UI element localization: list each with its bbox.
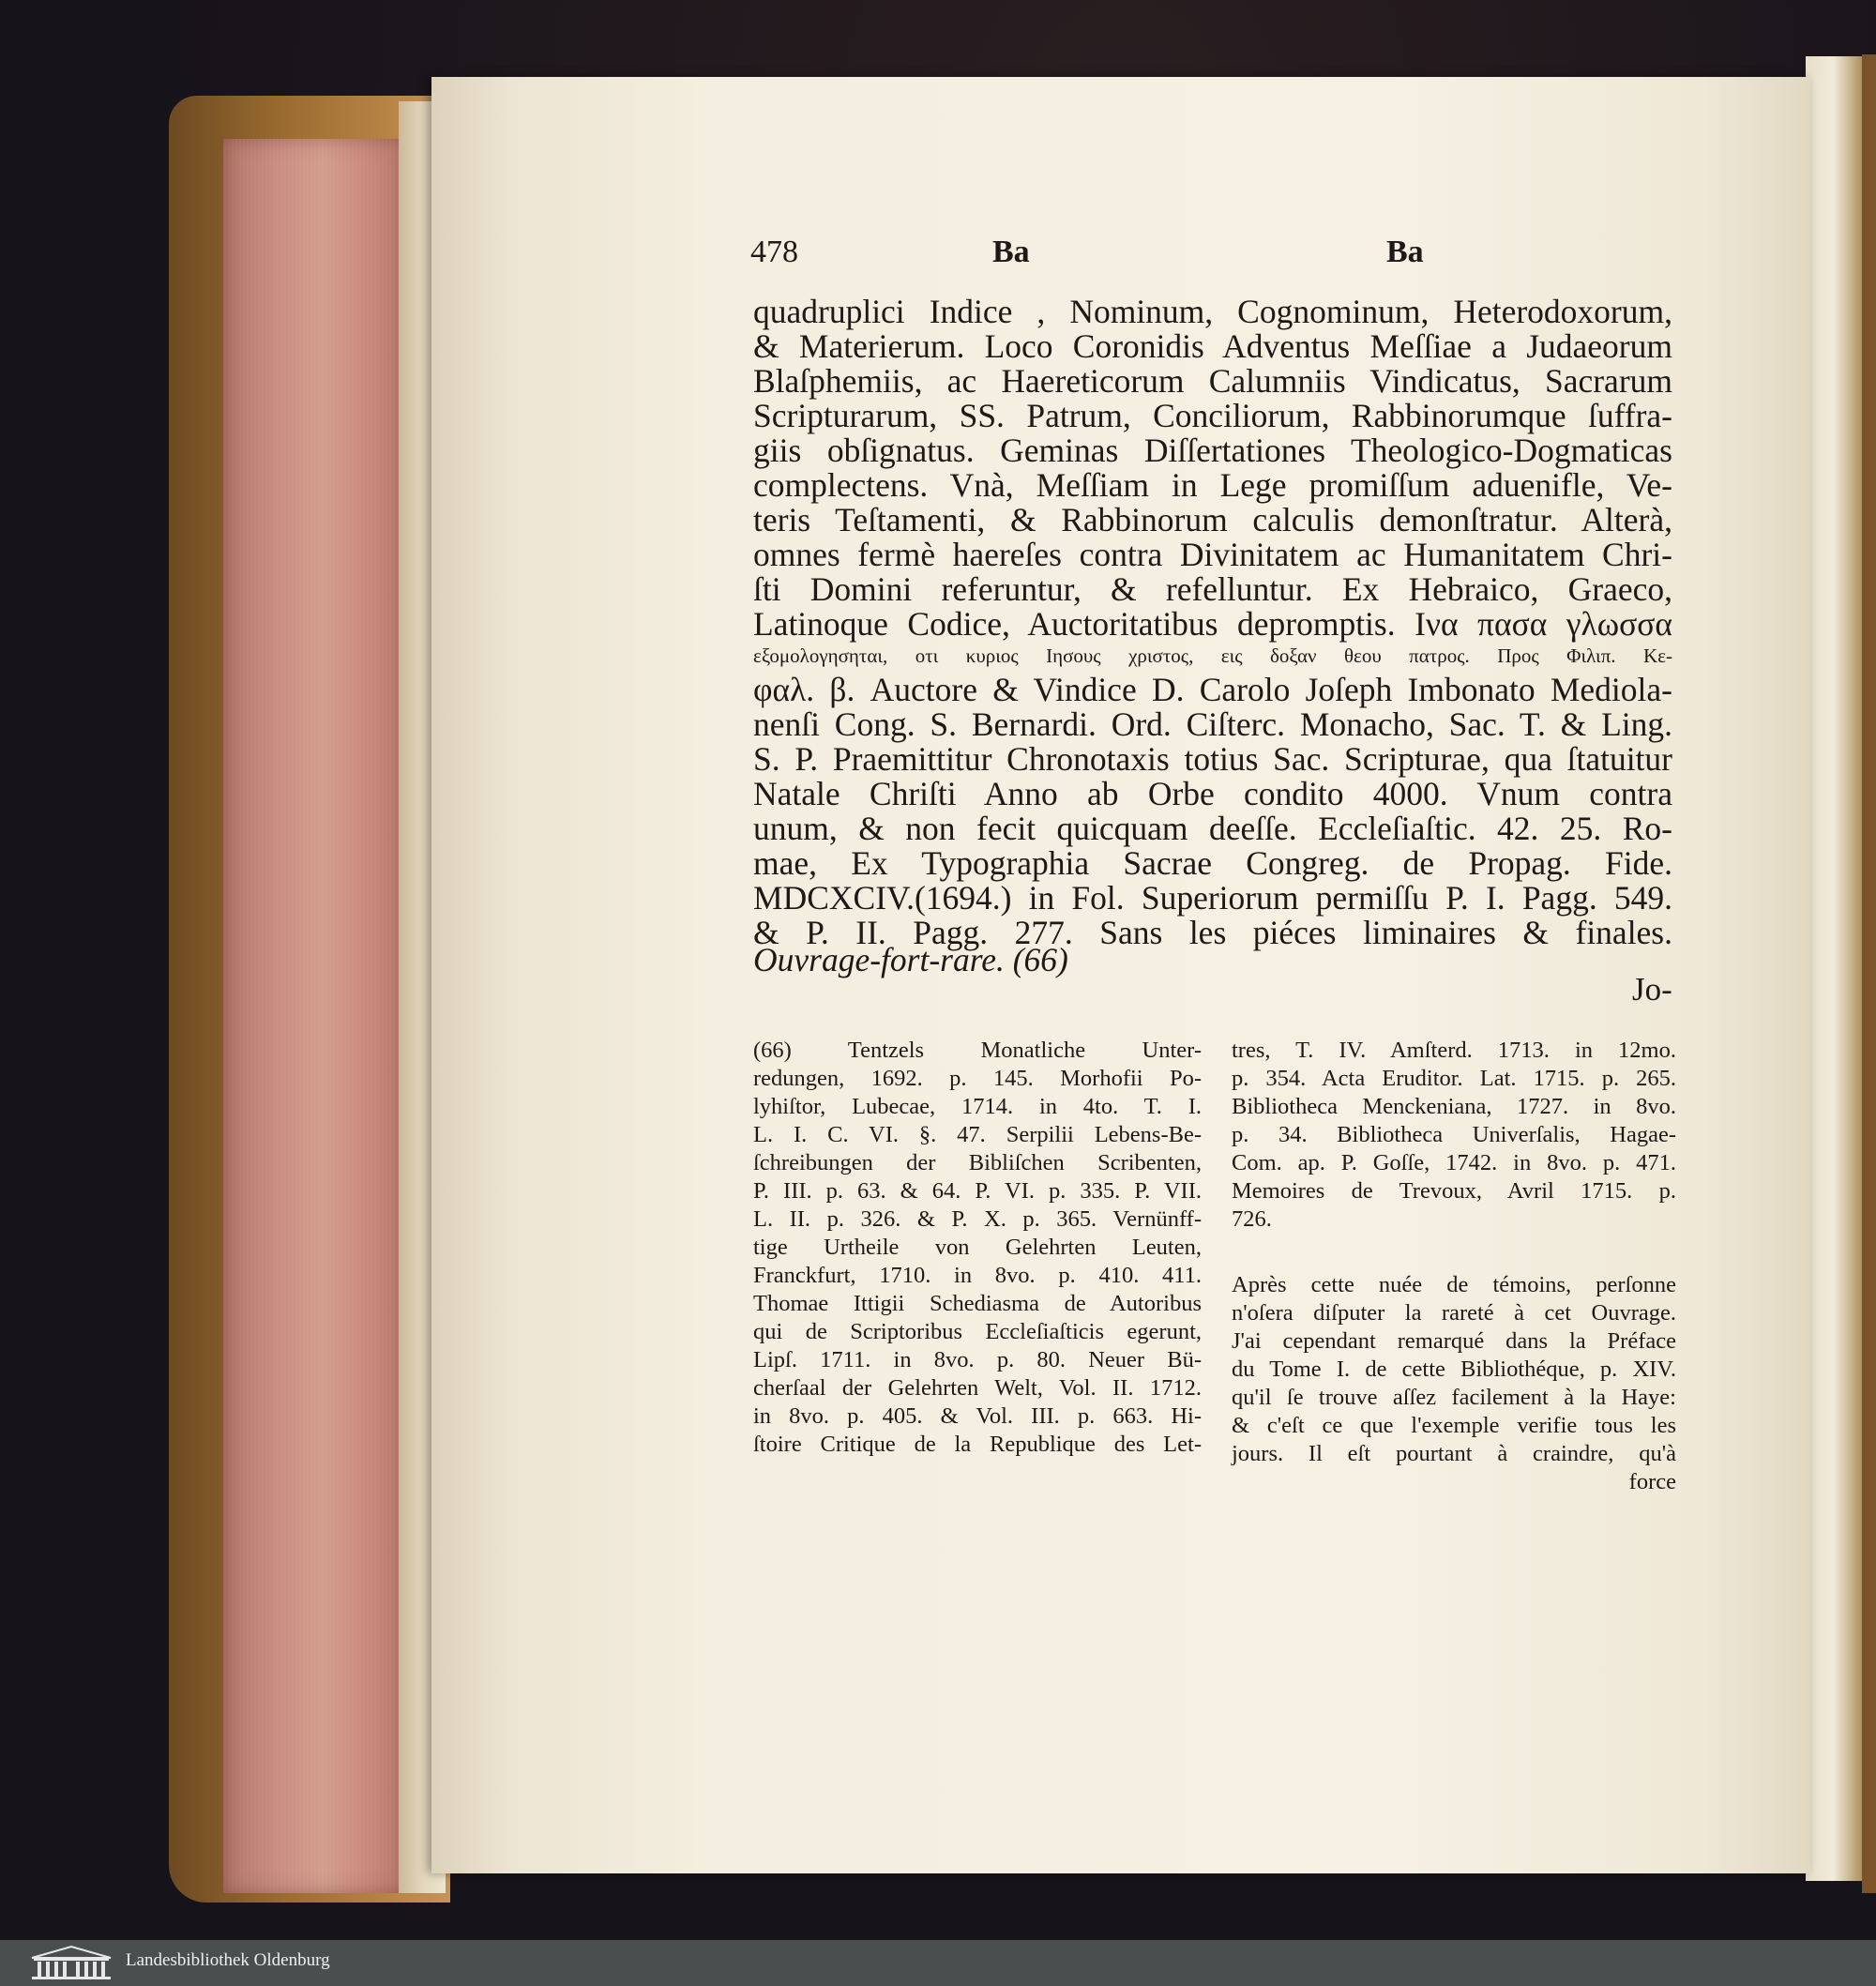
body-line: nenſi Cong. S. Bernardi. Ord. Ciſterc. Monacho, Sac. T. & Ling. [753, 705, 1672, 743]
body-line: ſti Domini referuntur, & refelluntur. Ex Hebraico, Graeco, [753, 570, 1672, 608]
footnote-line: Memoires de Trevoux, Avril 1715. p. [1232, 1178, 1676, 1204]
body-line: Latinoque Codice, Auctoritatibus depromptis. Ινα πασα γλωσσα [753, 605, 1672, 643]
book-fore-edge [223, 139, 406, 1893]
library-name: Landesbibliothek Oldenburg [126, 1950, 330, 1970]
footnote-line: redungen, 1692. p. 145. Morhofii Po- [753, 1066, 1202, 1091]
footnote-line: Bibliotheca Menckeniana, 1727. in 8vo. [1232, 1094, 1676, 1119]
footnote-line: ſtoire Critique de la Republique des Let- [753, 1432, 1202, 1457]
footnote-line: Lipſ. 1711. in 8vo. p. 80. Neuer Bü- [753, 1347, 1202, 1372]
footnote-line: 726. [1232, 1206, 1272, 1232]
book-cover-right [1862, 54, 1876, 1893]
footnote-line: du Tome I. de cette Bibliothéque, p. XIV. [1232, 1357, 1676, 1382]
footnote-line: ſchreibungen der Bibliſchen Scribenten, [753, 1150, 1202, 1175]
body-line: teris Teſtamenti, & Rabbinorum calculis demonſtratur. Alterà, [753, 501, 1672, 538]
body-line: Scripturarum, SS. Patrum, Conciliorum, Rabbinorumque ſuffra- [753, 397, 1672, 434]
footnote-line: n'oſera diſputer la rareté à cet Ouvrage. [1232, 1300, 1676, 1326]
body-line: & P. II. Pagg. 277. Sans les piéces liminaires & finales. [753, 914, 1672, 951]
body-line: omnes fermè haereſes contra Divinitatem ac Humanitatem Chri- [753, 536, 1672, 573]
catchword: Jo- [1632, 971, 1672, 1008]
body-line-greek: εξομολογησηται, οτι κυριος Ιησους χριστος, εις δοξαν θεου πατρος. Προς Φιλιπ. Κε- [753, 644, 1672, 667]
body-line: MDCXCIV.(1694.) in Fol. Superiorum permiſſu P. I. Pagg. 549. [753, 879, 1672, 917]
body-line: S. P. Praemittitur Chronotaxis totius Sac. Scripturae, qua ſtatuitur [753, 740, 1672, 778]
footnote-line: P. III. p. 63. & 64. P. VI. p. 335. P. VII. [753, 1178, 1202, 1204]
body-line: Blaſphemiis, ac Haereticorum Calumniis Vindicatus, Sacrarum [753, 362, 1672, 400]
footnote-line: p. 354. Acta Eruditor. Lat. 1715. p. 265. [1232, 1066, 1676, 1091]
footnote-line: tige Urtheile von Gelehrten Leuten, [753, 1235, 1202, 1260]
footnote-line: & c'eſt ce que l'exemple verifie tous les [1232, 1413, 1676, 1438]
library-building-icon [30, 1945, 113, 1980]
body-line: unum, & non fecit quicquam deeſſe. Eccleſiaſtic. 42. 25. Ro- [753, 810, 1672, 847]
footnote-line: Com. ap. P. Goſſe, 1742. in 8vo. p. 471. [1232, 1150, 1676, 1175]
footnote-line: J'ai cependant remarqué dans la Préface [1232, 1328, 1676, 1354]
body-line: φαλ. β. Auctore & Vindice D. Carolo Joſeph Imbonato Mediola- [753, 671, 1672, 708]
body-line: mae, Ex Typographia Sacrae Congreg. de Propag. Fide. [753, 844, 1672, 882]
body-line: & Materierum. Loco Coronidis Adventus Meſſiae a Judaeorum [753, 327, 1672, 365]
footnote-line: L. II. p. 326. & P. X. p. 365. Vernünff- [753, 1206, 1202, 1232]
footnote-line: jours. Il eſt pourtant à craindre, qu'à [1232, 1441, 1676, 1466]
footnote-line: cherſaal der Gelehrten Welt, Vol. II. 1712. [753, 1375, 1202, 1401]
footnote-line: lyhiſtor, Lubecae, 1714. in 4to. T. I. [753, 1094, 1202, 1119]
body-line: quadruplici Indice , Nominum, Cognominum, Heterodoxorum, [753, 293, 1672, 330]
footnote-line: p. 34. Bibliotheca Univerſalis, Hagae- [1232, 1122, 1676, 1147]
footnote-line: Après cette nuée de témoins, perſonne [1232, 1272, 1676, 1297]
running-head-right: Ba [1386, 235, 1424, 269]
footnote-line: qu'il ſe trouve aſſez facilement à la Haye: [1232, 1385, 1676, 1410]
footnote-line: L. I. C. VI. §. 47. Serpilii Lebens-Be- [753, 1122, 1202, 1147]
footnote-line: qui de Scriptoribus Eccleſiaſticis egerunt, [753, 1319, 1202, 1344]
body-line: giis obſignatus. Geminas Diſſertationes Theologico-Dogmaticas [753, 432, 1672, 469]
footnote-catchword: force [1628, 1469, 1676, 1494]
page-number: 478 [750, 235, 798, 269]
running-head-left: Ba [992, 235, 1030, 269]
footnote-line: in 8vo. p. 405. & Vol. III. p. 663. Hi- [753, 1403, 1202, 1429]
footnote-line: (66) Tentzels Monatliche Unter- [753, 1038, 1202, 1063]
footnote-line: tres, T. IV. Amſterd. 1713. in 12mo. [1232, 1038, 1676, 1063]
body-line-last: Ouvrage-fort-rare. (66) [753, 941, 1068, 978]
footnote-line: Franckfurt, 1710. in 8vo. p. 410. 411. [753, 1263, 1202, 1288]
body-line: Natale Chriſti Anno ab Orbe condito 4000. Vnum contra [753, 775, 1672, 812]
body-line: complectens. Vnà, Meſſiam in Lege promiſſum aduenifle, Ve- [753, 466, 1672, 504]
footnote-line: Thomae Ittigii Schediasma de Autoribus [753, 1291, 1202, 1316]
